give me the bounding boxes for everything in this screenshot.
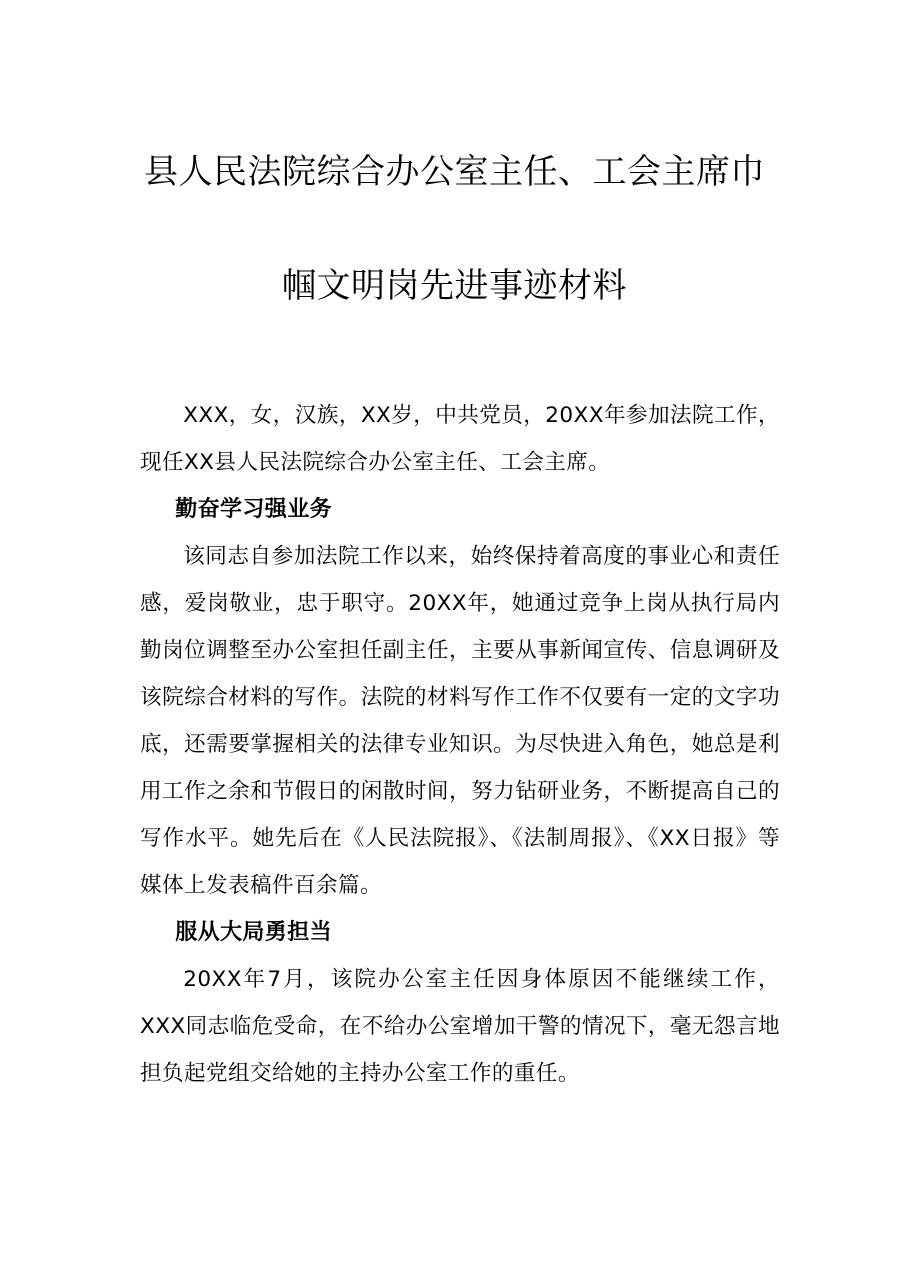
section-heading-study: 勤奋学习强业务 <box>175 497 332 522</box>
document-title-line-2: 帼文明岗先进事迹材料 <box>282 266 627 306</box>
section-heading-duty: 服从大局勇担当 <box>175 920 332 945</box>
intro-paragraph: XXX，女，汉族，XX岁，中共党员，20XX年参加法院工作，现任XX县人民法院综合办公室主任、工会主席。 <box>140 403 780 475</box>
document-title-line-1: 县人民法院综合办公室主任、工会主席巾 <box>144 152 765 192</box>
document-body <box>140 392 780 1097</box>
section-paragraph-duty: 20XX年7月，该院办公室主任因身体原因不能继续工作，XXX同志临危受命，在不给办公室增加干警的情况下，毫无怨言地担负起党组交给她的主持办公室工作的重任。 <box>140 967 780 1086</box>
section-paragraph-study: 该同志自参加法院工作以来，始终保持着高度的事业心和责任感，爱岗敬业，忠于职守。20XX年，她通过竞争上岗从执行局内勤岗位调整至办公室担任副主任，主要从事新闻宣传、信息调研及该院综合材料的写作。法院的材料写作工作不仅要有一定的文字功底，还需要掌握相关的法律专业知识。为尽快进入角色，她总是利用工作之余和节假日的闲散时间，努力钻研业务，不断提高自己的写作水平。她先后在《人民法院报》、《法制周报》、《XX日报》等媒体上发表稿件百余篇。 <box>140 544 780 898</box>
